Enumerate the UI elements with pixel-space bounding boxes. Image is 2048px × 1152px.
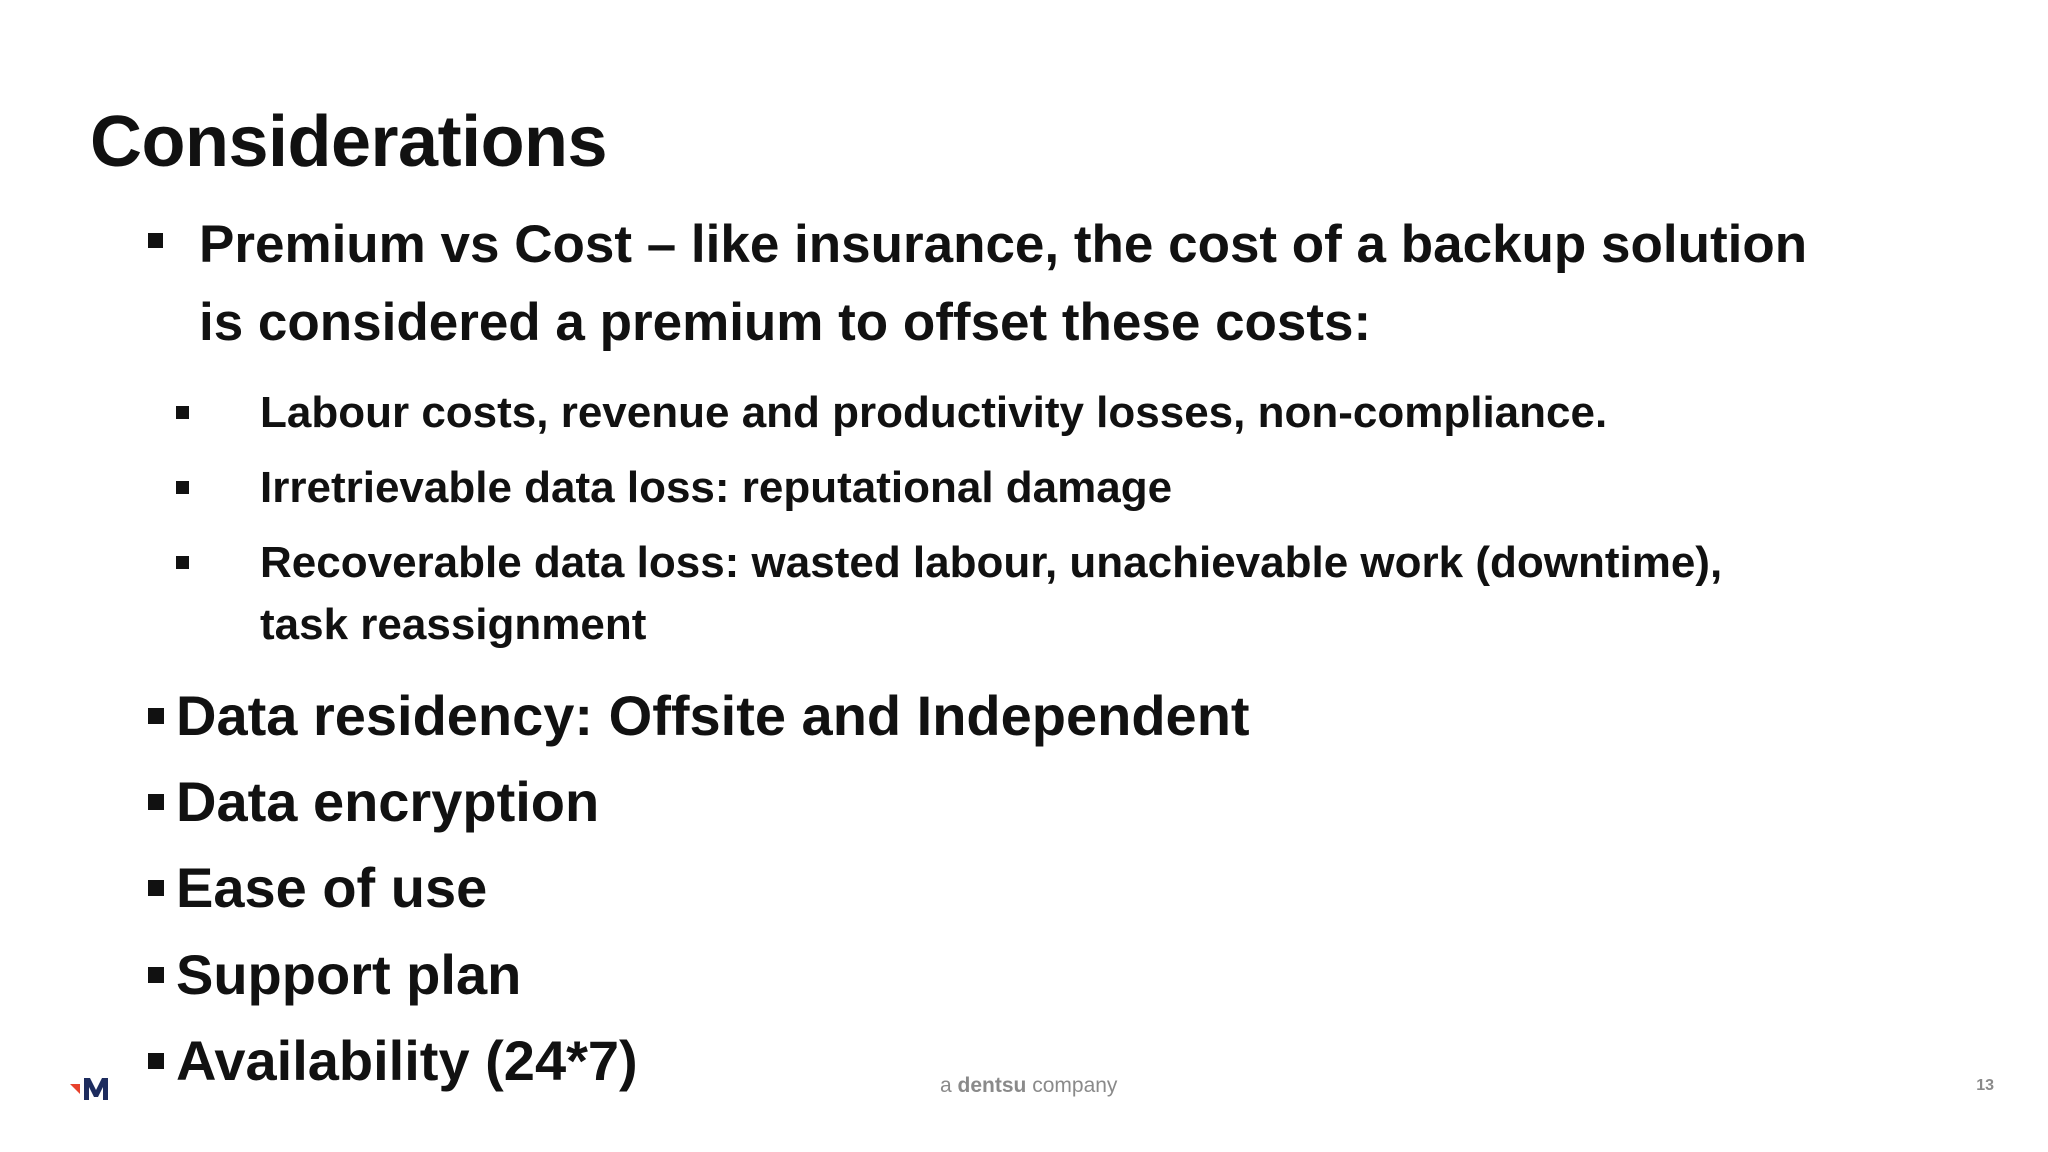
square-bullet-icon — [148, 233, 163, 248]
square-bullet-icon — [148, 1053, 164, 1069]
sub-bullet-line: Recoverable data loss: wasted labour, unachievable work (downtime), — [260, 538, 1723, 587]
square-bullet-icon — [148, 967, 164, 983]
sub-bullet-irretrievable-loss — [260, 457, 1172, 519]
square-bullet-icon — [148, 708, 164, 724]
sub-bullet-line: Irretrievable data loss: reputational damage — [260, 463, 1173, 512]
slide-title: Considerations — [90, 102, 608, 182]
bullet-data-residency: Data residency: Offsite and Independent — [176, 684, 1250, 747]
sub-bullet-line: Labour costs, revenue and productivity losses, non-compliance. — [260, 388, 1608, 437]
bullet-line: is considered a premium to offset these costs: — [199, 293, 1372, 352]
square-bullet-icon — [176, 406, 189, 419]
bullet-data-encryption: Data encryption — [176, 770, 600, 833]
bullet-support-plan: Support plan — [176, 943, 522, 1006]
footer-tagline — [940, 1074, 1117, 1098]
bullet-premium-vs-cost — [199, 206, 1807, 362]
square-bullet-icon — [176, 481, 189, 494]
sub-bullet-line: task reassignment — [260, 600, 647, 649]
square-bullet-icon — [148, 880, 164, 896]
bullet-ease-of-use: Ease of use — [176, 856, 488, 919]
sub-bullet-labour-costs — [260, 382, 1607, 444]
bullet-availability: Availability (24*7) — [176, 1029, 638, 1092]
page-number: 13 — [1976, 1077, 1994, 1094]
square-bullet-icon — [176, 556, 189, 569]
footer-suffix: company — [1032, 1074, 1118, 1097]
bullet-line: Premium vs Cost – like insurance, the cost of a backup solution — [199, 215, 1808, 274]
footer-prefix: a — [940, 1074, 952, 1097]
footer-brand: dentsu — [957, 1074, 1027, 1097]
sub-bullet-recoverable-loss — [260, 532, 1722, 656]
square-bullet-icon — [148, 794, 164, 810]
merkle-m-logo-icon — [68, 1072, 116, 1102]
